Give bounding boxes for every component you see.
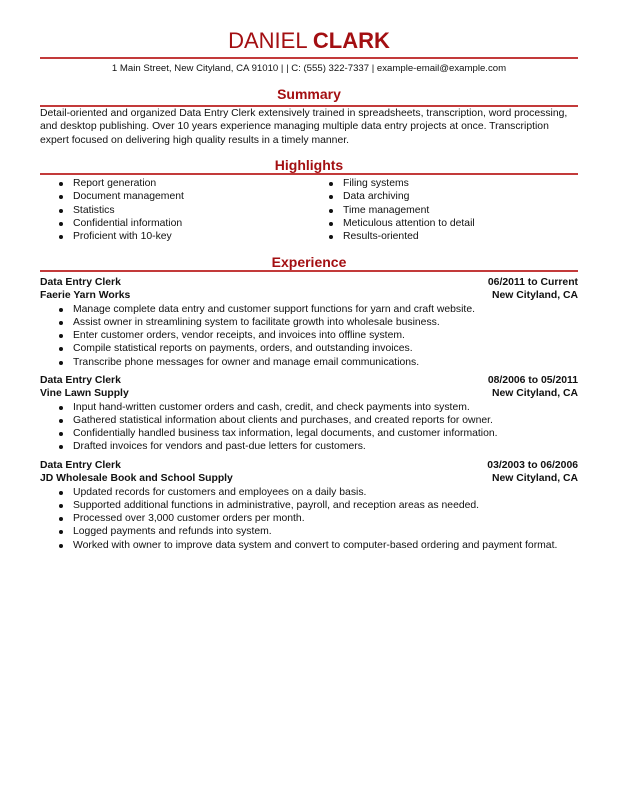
list-item: Enter customer orders, vendor receipts, and invoices into offline system.	[40, 329, 578, 342]
list-item: Assist owner in streamlining system to facilitate growth into wholesale business.	[40, 316, 578, 329]
divider	[40, 57, 578, 59]
list-item: Results-oriented	[310, 230, 475, 243]
divider	[40, 173, 578, 175]
company: Faerie Yarn Works	[40, 290, 131, 302]
list-item: Compile statistical reports on payments, orders, and outstanding invoices.	[40, 342, 578, 355]
list-item: Updated records for customers and employees on a daily basis.	[40, 486, 578, 499]
job-dates: 06/2011 to Current	[487, 277, 578, 288]
list-item: Logged payments and refunds into system.	[40, 525, 578, 538]
highlights-left	[40, 177, 184, 243]
first-name: DANIEL	[228, 28, 307, 53]
list-item: Proficient with 10-key	[40, 230, 184, 243]
candidate-name	[0, 28, 618, 54]
company: JD Wholesale Book and School Supply	[40, 473, 233, 485]
job-title: Data Entry Clerk	[40, 375, 121, 386]
list-item: Report generation	[40, 177, 184, 190]
job-entry	[40, 459, 578, 552]
list-item: Transcribe phone messages for owner and manage email communications.	[40, 356, 578, 369]
list-item: Filing systems	[310, 177, 475, 190]
list-item: Time management	[310, 204, 475, 217]
list-item: Confidentially handled business tax information, legal documents, and customer information.	[40, 427, 578, 440]
contact-info: 1 Main Street, New Cityland, CA 91010 | | C: (555) 322-7337 | example-email@example.com	[111, 63, 507, 74]
list-item: Drafted invoices for vendors and past-due letters for customers.	[40, 440, 578, 453]
job-entry	[40, 374, 578, 454]
divider	[40, 270, 578, 272]
list-item: Gathered statistical information about clients and purchases, and created reports for owner.	[40, 414, 578, 427]
list-item: Manage complete data entry and customer support functions for yarn and craft website.	[40, 303, 578, 316]
job-title: Data Entry Clerk	[40, 460, 121, 471]
list-item: Supported additional functions in administrative, payroll, and reception areas as needed.	[40, 499, 578, 512]
last-name: CLARK	[312, 28, 390, 53]
list-item: Statistics	[40, 204, 184, 217]
job-location: New Cityland, CA	[491, 473, 578, 485]
summary-heading: Summary	[277, 86, 341, 102]
list-item: Input hand-written customer orders and cash, credit, and check payments into system.	[40, 401, 578, 414]
list-item: Processed over 3,000 customer orders per month.	[40, 512, 578, 525]
job-location: New Cityland, CA	[491, 388, 578, 400]
list-item: Data archiving	[310, 190, 475, 203]
job-entry	[40, 276, 578, 369]
summary-text: Detail-oriented and organized Data Entry Clerk extensively trained in spreadsheets, transcription, word processing, and desktop publishing. Over 10 years experience managing multiple data entry projects at once. Transcription expert focused on delivering high quality results in a timely manner.	[40, 108, 568, 146]
highlights-right	[310, 177, 475, 243]
job-location: New Cityland, CA	[491, 290, 578, 302]
job-dates: 03/2003 to 06/2006	[487, 460, 578, 471]
job-title: Data Entry Clerk	[40, 277, 121, 288]
list-item: Confidential information	[40, 217, 184, 230]
experience-heading: Experience	[271, 254, 347, 270]
list-item: Worked with owner to improve data system and convert to computer-based ordering and payment format.	[40, 539, 578, 552]
job-dates: 08/2006 to 05/2011	[487, 375, 578, 386]
list-item: Document management	[40, 190, 184, 203]
company: Vine Lawn Supply	[40, 388, 129, 400]
list-item: Meticulous attention to detail	[310, 217, 475, 230]
highlights-heading: Highlights	[274, 157, 344, 173]
